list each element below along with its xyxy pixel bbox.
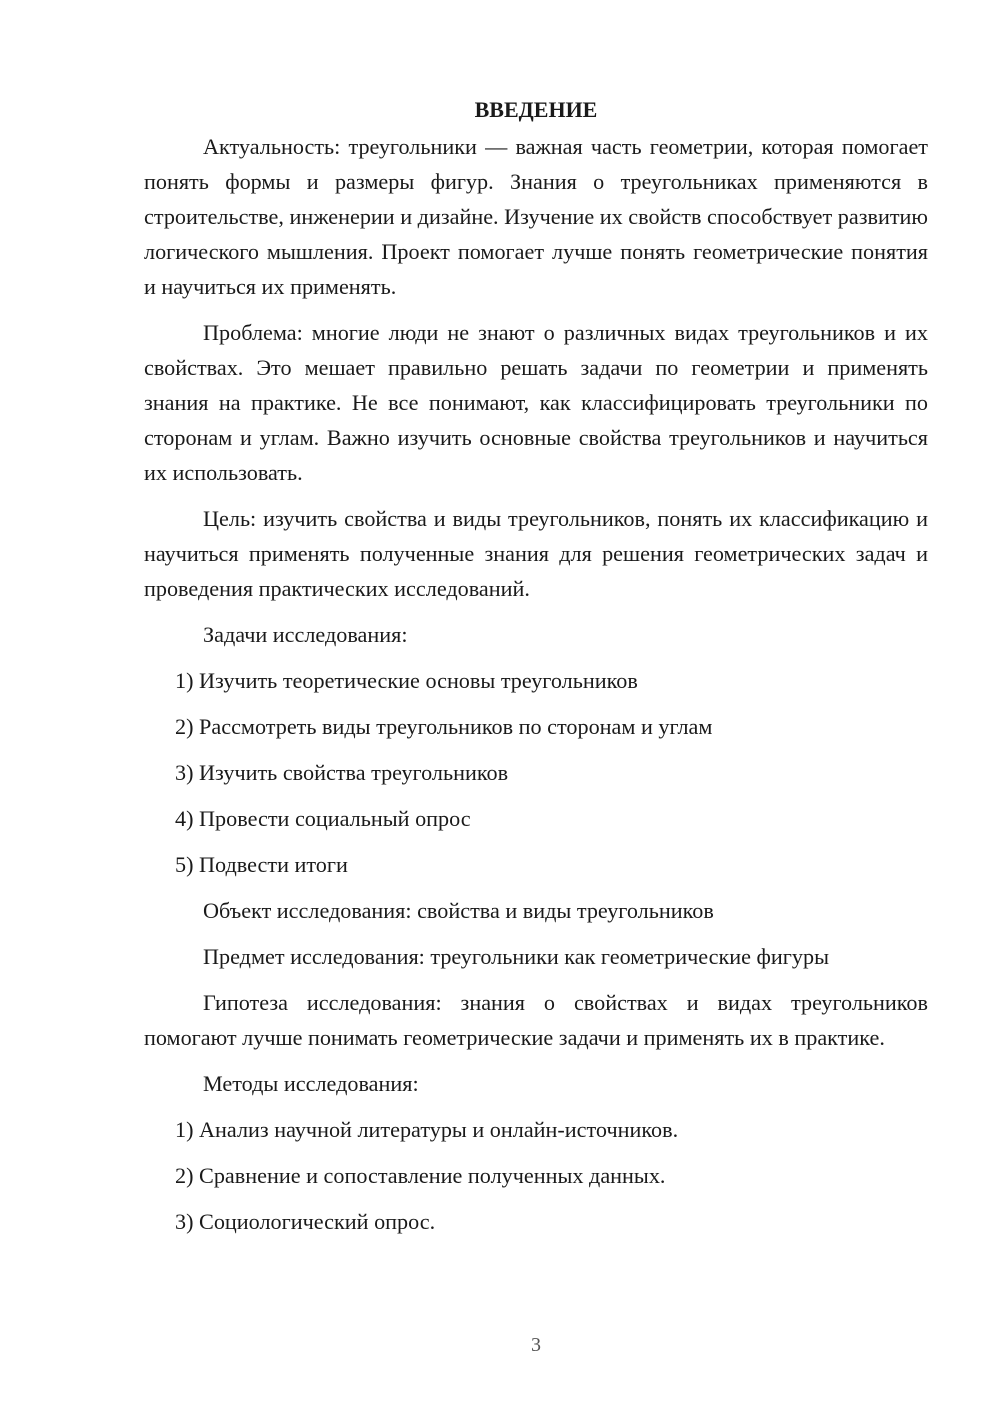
list-item: 2) Рассмотреть виды треугольников по сторонам и углам (175, 714, 713, 739)
page-title: ВВЕДЕНИЕ (474, 97, 598, 122)
page-number: 3 (531, 1334, 541, 1356)
goal-paragraph: Цель: изучить свойства и виды треугольников, понять их классификацию и научиться применять полученные знания для решения геометрических задач и проведения практических исследований. (144, 506, 928, 601)
methods-list (144, 1112, 928, 1239)
document-page (144, 95, 928, 1250)
tasks-label: Задачи исследования: (203, 622, 408, 647)
object-paragraph: Объект исследования: свойства и виды треугольников (203, 898, 714, 923)
list-item: 1) Изучить теоретические основы треугольников (175, 668, 638, 693)
subject-paragraph: Предмет исследования: треугольники как геометрические фигуры (203, 944, 829, 969)
problem-paragraph: Проблема: многие люди не знают о различных видах треугольников и их свойствах. Это мешает правильно решать задачи по геометрии и применять знания на практике. Не все понимают, как классифицировать треугольники по сторонам и углам. Важно изучить основные свойства треугольников и научиться их использовать. (144, 320, 928, 485)
list-item: 3) Социологический опрос. (175, 1209, 436, 1234)
list-item: 3) Изучить свойства треугольников (175, 760, 509, 785)
methods-label: Методы исследования: (203, 1071, 419, 1096)
list-item: 1) Анализ научной литературы и онлайн-источников. (175, 1117, 679, 1142)
list-item: 4) Провести социальный опрос (175, 806, 471, 831)
list-item: 5) Подвести итоги (175, 852, 348, 877)
hypothesis-paragraph: Гипотеза исследования: знания о свойствах и видах треугольников помогают лучше понимать геометрические задачи и применять их в практике. (144, 990, 928, 1050)
tasks-list (144, 663, 928, 882)
relevance-paragraph: Актуальность: треугольники — важная часть геометрии, которая помогает понять формы и размеры фигур. Знания о треугольниках применяются в строительстве, инженерии и дизайне. Изучение их свойств способствует развитию логического мышления. Проект помогает лучше понять геометрические понятия и научиться их применять. (144, 134, 928, 299)
list-item: 2) Сравнение и сопоставление полученных данных. (175, 1163, 666, 1188)
